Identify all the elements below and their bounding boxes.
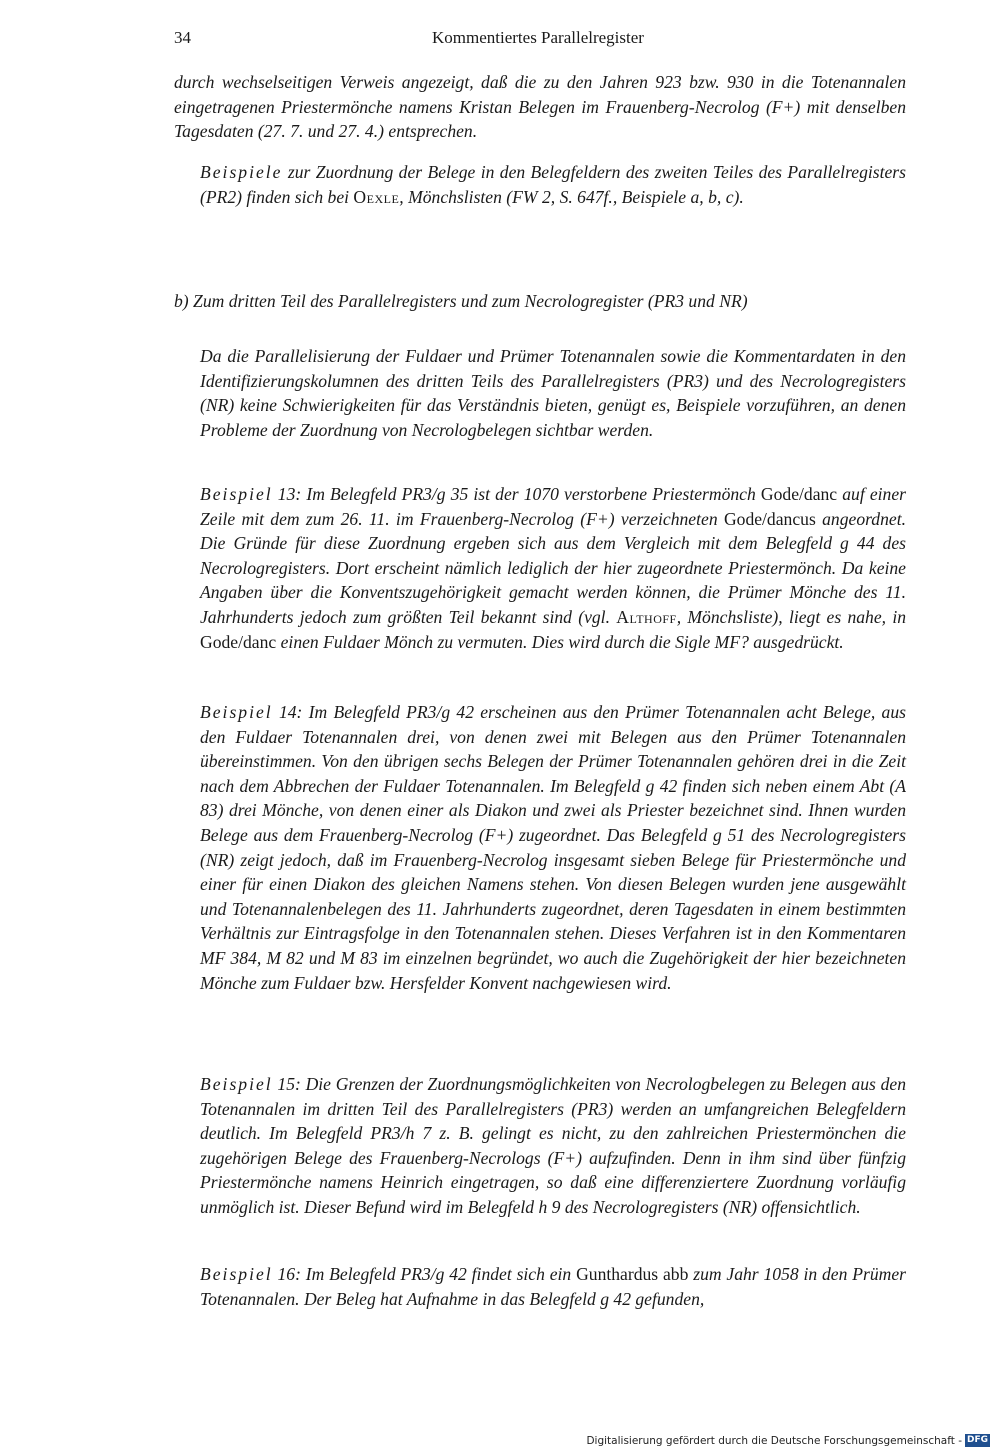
text-run: einen Fuldaer Mönch zu vermuten. Dies wird durch die Sigle MF? ausgedrückt.: [276, 631, 844, 652]
author-name: Oexle: [353, 186, 400, 207]
text-run: zur Zuordnung der Belege in den Belegfeldern des zweiten Teiles des Parallelregisters (PR2) finden sich bei: [200, 162, 906, 207]
text-run: auf einer Zeile mit dem zum 26. 11. im Frauenberg-Necrolog (F+) verzeichneten: [200, 484, 906, 529]
example-lead: Beispiel: [200, 1074, 273, 1094]
paragraph-beispiel-13: [174, 482, 906, 654]
source-name: Gode/dancus: [723, 508, 816, 529]
example-lead: Beispiel: [200, 484, 273, 504]
author-name: Althoff: [616, 606, 677, 627]
dfg-logo-icon: DFG: [966, 1435, 988, 1445]
paragraph-continuation: [174, 70, 906, 144]
source-name: Gode/danc: [200, 631, 277, 652]
paragraph-beispiel-14: [174, 700, 906, 995]
paragraph-beispiele: [174, 160, 906, 209]
paragraph-body: [174, 1072, 906, 1220]
paragraph-intro: [174, 344, 906, 442]
paragraph-body: [174, 700, 906, 995]
text-run: angeordnet. Die Gründe für diese Zuordnung ergeben sich aus dem Vergleich mit dem Belegfeld g 44 des Necrologregisters. Dort erscheint nämlich lediglich der hier zugeordnete Priestermönch. Da keine Angaben über die Konventszugehörigkeit gemacht werden können, die Prümer Mönche des 11. Jahrhunderts jedoch zum größten Teil bekannt sind (vgl.: [200, 508, 906, 627]
text-run: , Mönchslisten (FW 2, S. 647f., Beispiele a, b, c).: [399, 186, 744, 207]
paragraph-text: Da die Parallelisierung der Fuldaer und Prümer Totenannalen sowie die Kommentardaten in den Identifizierungskolumnen des dritten Teils des Parallelregisters (PR3) und des Necrologregisters (NR) keine Schwierigkeiten für das Verständnis bieten, genügt es, Beispiele vorzuführen, an denen Probleme der Zuordnung von Necrologbelegen sichtbar werden.: [200, 346, 906, 440]
text-run: 13: Im Belegfeld PR3/g 35 ist der 1070 verstorbene Priestermönch: [272, 484, 761, 504]
source-name: Gode/danc: [760, 484, 838, 504]
paragraph-text: durch wechselseitigen Verweis angezeigt, daß die zu den Jahren 923 bzw. 930 in die Totenannalen eingetragenen Priestermönche namens Kristan Belegen im Frauenberg-Necrolog (F+) mit denselben Tagesdaten (27. 7. und 27. 4.) entsprechen.: [174, 72, 906, 142]
page-header: [174, 28, 906, 54]
paragraph-body: [174, 1262, 906, 1311]
paragraph-beispiel-15: [174, 1072, 906, 1220]
section-heading: b) Zum dritten Teil des Parallelregisters und zum Necrologregister (PR3 und NR): [174, 291, 748, 311]
text-run: zum Jahr 1058 in den Prümer Totenannalen. Der Beleg hat Aufnahme in das Belegfeld g 42 gefunden,: [200, 1264, 906, 1309]
digitization-footer: [586, 1434, 990, 1447]
page-number: 34: [174, 28, 191, 47]
footer-text: Digitalisierung gefördert durch die Deutsche Forschungsgemeinschaft -: [586, 1434, 962, 1447]
example-lead: Beispiel: [200, 1264, 273, 1284]
text-run: 14: Im Belegfeld PR3/g 42 erscheinen aus den Prümer Totenannalen acht Belege, aus den Fuldaer Totenannalen drei, von denen zwei mit Belegen aus den Prümer Totenannalen übereinstimmen. Von den übrigen sechs Belegen der Prümer Totenannalen gehören drei in die Zeit nach dem Abbrechen der Fuldaer Totenannalen. Im Belegfeld g 42 finden sich neben einem Abt (A 83) drei Mönche, von denen einer als Diakon und zwei als Priester bezeichnet sind. Ihnen wurden Belege aus dem Frauenberg-Necrolog (F+) zugeordnet. Das Belegfeld g 51 des Necrologregisters (NR) zeigt jedoch, daß im Frauenberg-Necrolog insgesamt sieben Belege für Priestermönche und einer für einen Diakon des gleichen Namens stehen. Von diesen Belegen wurden jene ausgewählt und Totenannalenbelegen des 11. Jahrhunderts zugeordnet, deren Tagesdaten in einem bestimmten Verhältnis zur Eintragsfolge in den Totenannalen stehen. Dieses Verfahren ist in den Kommentaren MF 384, M 82 und M 83 im einzelnen begründet, wo auch die Zugehörigkeit der hier bezeichneten Mönche zum Fuldaer bzw. Hersfelder Konvent nachgewiesen wird.: [200, 702, 906, 993]
running-title: Kommentiertes Parallelregister: [432, 28, 644, 47]
paragraph-body: [174, 160, 906, 209]
paragraph-beispiel-16: [174, 1262, 906, 1311]
text-run: , Mönchsliste), liegt es nahe, in: [676, 606, 907, 627]
example-lead: Beispiel: [200, 702, 273, 722]
example-lead: Beispiele: [200, 162, 283, 182]
text-run: 16: Im Belegfeld PR3/g 42 findet sich ein: [272, 1264, 577, 1284]
source-name: Gunthardus abb: [576, 1264, 689, 1284]
paragraph-body: [174, 482, 906, 654]
text-run: 15: Die Grenzen der Zuordnungsmöglichkeiten von Necrologbelegen zu Belegen aus den Totenannalen im dritten Teil des Parallelregisters (PR3) werden an umfangreichen Belegfeldern deutlich. Im Belegfeld PR3/h 7 z. B. gelingt es nicht, zu den zahlreichen Priestermönchen die zugehörigen Belege des Frauenberg-Necrologs (F+) aufzufinden. Denn in ihm sind über fünfzig Priestermönche namens Heinrich eingetragen, so daß eine differenziertere Zuordnung vorläufig unmöglich ist. Dieser Befund wird im Belegfeld h 9 des Necrologregisters (NR) offensichtlich.: [200, 1074, 906, 1217]
